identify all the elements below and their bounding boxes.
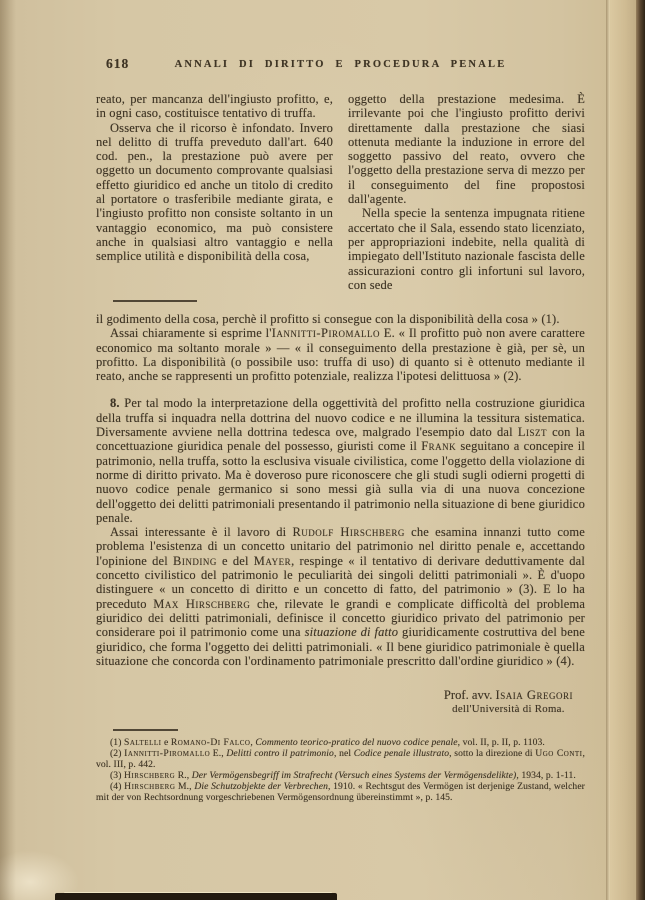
- text-segment: Hirschberg: [124, 769, 176, 781]
- text-segment: Per tal modo la interpretazione della oggettività del profitto nella costruzione giuridica della truffa si inquadra nella dottrina del nuovo codice e ne illumina la tessitura sistematica. Diversamente avviene nella dottrina tedesca ove, malgrado l'esempio dato dal: [96, 396, 585, 440]
- text-segment: , vol. III, p. 442.: [96, 747, 585, 770]
- text-segment: Die Schutzobjekte der Verbrechen: [194, 780, 328, 792]
- bottom-scan-shadow: [55, 893, 337, 900]
- text-segment: Prof. avv.: [443, 688, 496, 703]
- page-number: 618: [106, 56, 130, 71]
- footnote-separator-rule: [113, 729, 178, 731]
- text-segment: situazione di fatto: [304, 625, 399, 640]
- text-segment: , 1910. « Rechtsgut des Vermögen ist derjenige Zustand, welcher mit der von Rechtsordnung vorgeschriebenen Vermögensordnung übereinstimmt », p. 145.: [96, 780, 585, 803]
- paragraph: [96, 781, 585, 803]
- text-segment: , sotto la direzione di: [449, 747, 536, 759]
- text-segment: Assai interessante è il lavoro di: [110, 525, 293, 540]
- text-segment: seguitano a concepire il patrimonio, nella truffa, sotto la esclusiva visuale civilistica, come l'oggetto della violazione di norme di diritto privato. Ma è doveroso pure riconoscere che gli studi sugli odierni progetti di nuovo codice penale germanico si sono messi già sulla via di una nuova concezione dell'oggetto dei delitti patrimoniali presentando il patrimonio nella situazione di bene giuridico penale.: [96, 439, 585, 525]
- text-segment: Commento teorico-pratico del nuovo codice penale: [255, 736, 458, 748]
- text-segment: Max Hirschberg: [153, 596, 251, 611]
- text-segment: Assai chiaramente si esprime l': [110, 326, 272, 341]
- right-column: [348, 92, 585, 292]
- paragraph: [96, 737, 585, 748]
- text-segment: (2): [110, 747, 125, 759]
- text-segment: Liszt: [517, 425, 547, 440]
- text-segment: (4): [110, 780, 125, 792]
- text-segment: R.,: [175, 769, 192, 781]
- text-segment: Iannitti-Piromallo: [271, 326, 380, 341]
- lower-section: [96, 312, 585, 803]
- text-segment: Isaia Gregori: [495, 688, 573, 703]
- text-segment: Saltelli: [124, 736, 162, 748]
- two-column-text: [96, 92, 585, 292]
- page-edge-left-shadow: [0, 0, 16, 900]
- text-segment: che, rilevate le grandi e complicate difficoltà del problema giuridico dei delitti patrimoniali, definisce il concetto giuridico privato del patrimonio per considerare poi il patrimonio come una: [96, 596, 586, 640]
- page-right-margin-zone: [610, 0, 636, 900]
- page-header: [96, 56, 585, 76]
- text-segment: Osserva che il ricorso è infondato. Invero nel delitto di truffa preveduto dall'art. 640 cod. pen., la prestazione può avere per oggetto un documento comprovante qualsiasi effetto giuridico ed anche un titolo di credito al portatore o trasferibile mediante girata, e l'ingiusto profitto non consiste soltanto in un vantaggio economico, ma può consistere anche in qualsiasi altro vantaggio e nella semplice utilità e disponibilità della cosa,: [96, 120, 333, 264]
- text-segment: oggetto della prestazione medesima. È irrilevante poi che l'ingiusto profitto derivi direttamente dalla prestazione che siasi ottenuta mediante la induzione in errore del soggetto passivo del reato, ovvero che l'oggetto della prestazione serva di mezzo per il conseguimento del fine propostosi dall'agente.: [348, 92, 585, 207]
- text-segment: e: [161, 736, 171, 748]
- text-segment: Hirschberg: [124, 780, 176, 792]
- text-segment: (1): [110, 736, 124, 748]
- body-text: [96, 312, 585, 668]
- text-segment: reato, per mancanza dell'ingiusto profitto, e, in ogni caso, costituisce tentativo di truffa.: [96, 92, 333, 121]
- text-segment: Delitti contro il patrimonio: [226, 747, 334, 759]
- text-segment: con la concettuazione giuridica penale del possesso, giuristi come il: [96, 425, 585, 454]
- paragraph: [96, 396, 585, 525]
- author-name: [444, 688, 573, 703]
- paragraph: [96, 121, 333, 264]
- text-segment: E.,: [210, 747, 227, 759]
- text-segment: , 1934, p. 1-11.: [516, 769, 576, 781]
- text-segment: Nella specie la sentenza impugnata ritiene accertato che il Sala, essendo stato licenziato, per appropriazioni indebite, nella qualità di impiegato dell'Istituto nazionale fascista delle assicurazioni contro gli infortuni sul lavoro, con sede: [348, 206, 585, 292]
- text-segment: ,: [250, 736, 256, 748]
- journal-title: ANNALI DI DIRITTO E PROCEDURA PENALE: [174, 59, 507, 70]
- text-segment: e del: [216, 553, 254, 568]
- text-segment: che esamina innanzi tutto come problema l'esistenza di un concetto unitario del patrimonio nel diritto penale e, accettando l'opinione del: [96, 525, 585, 568]
- paragraph: [96, 525, 585, 668]
- text-segment: E. « Il profitto può non avere carattere economico ma soltanto morale » — « il conseguimento della prestazione è già, per sè, un profitto. La disponibilità (o possibile uso: truffa di uso) di quanto si è ottenuto mediante il reato, anche se rappresenti un profitto potenziale, realizza l'ipotesi delittuosa » (2).: [96, 326, 585, 384]
- paragraph: [96, 770, 585, 781]
- text-segment: Codice penale illustrato: [353, 747, 450, 759]
- text-segment: , nel: [333, 747, 354, 759]
- paragraph: [96, 748, 585, 770]
- page-edge-right-shadow: [636, 0, 645, 900]
- paragraph: [96, 326, 585, 383]
- text-segment: Rudolf Hirschberg: [292, 525, 405, 540]
- text-segment: Mayer: [253, 553, 292, 568]
- text-segment: Iannitti-Piromallo: [124, 747, 211, 759]
- text-segment: Binding: [173, 553, 217, 568]
- signature-block: [444, 688, 573, 716]
- text-segment: , respinge « il tentativo di derivare deduttivamente dal concetto civilistico del patrimonio le peculiarità dei singoli delitti patrimoniali ». È d'uopo distinguere « un concetto di diritto e un concetto di fatto, del patrimonio » (3). E lo ha preceduto: [96, 553, 585, 611]
- paragraph: [348, 92, 585, 206]
- author-affiliation: dell'Università di Roma.: [452, 703, 565, 716]
- footnotes-section: [96, 737, 585, 803]
- column-end-rule: [113, 300, 197, 302]
- text-segment: Ugo Conti: [535, 747, 583, 759]
- text-segment: Frank: [421, 439, 457, 454]
- text-segment: , vol. II, p. II, p. 1103.: [457, 736, 545, 748]
- text-segment: M.,: [175, 780, 195, 792]
- paragraph: [348, 206, 585, 292]
- left-column: [96, 92, 333, 292]
- text-segment: Romano-Di Falco: [170, 736, 251, 748]
- text-segment: Der Vermögensbegriff im Strafrecht (Versuch eines Systems der Vermögensdelikte): [191, 769, 517, 781]
- paragraph: [96, 312, 585, 326]
- text-segment: 8.: [110, 396, 120, 411]
- text-segment: (3): [110, 769, 124, 781]
- text-segment: giuridicamente costruttiva del bene giuridico, che forma l'oggetto dei delitti patrimoniali. « Il bene giuridico patrimoniale è quella situazione che concorda con l'ordinamento patrimoniale prescritto dall'ordine giuridico » (4).: [96, 625, 586, 668]
- text-segment: il godimento della cosa, perchè il profitto si consegue con la disponibilità della cosa » (1).: [96, 312, 560, 326]
- paragraph: [96, 92, 333, 121]
